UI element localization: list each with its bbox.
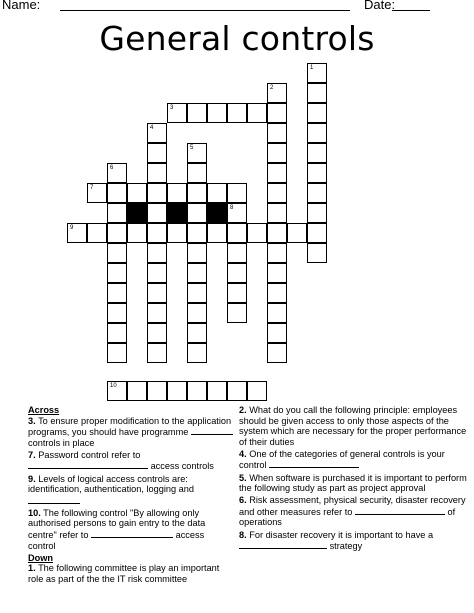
grid-cell[interactable] [307, 223, 327, 243]
grid-cell[interactable] [267, 183, 287, 203]
clue-number: 8 [230, 205, 234, 211]
grid-cell[interactable] [227, 381, 247, 401]
grid-cell[interactable] [107, 283, 127, 303]
grid-cell[interactable] [147, 303, 167, 323]
grid-cell[interactable] [267, 243, 287, 263]
grid-cell[interactable] [247, 381, 267, 401]
black-cell [127, 203, 147, 223]
grid-cell[interactable] [147, 123, 167, 143]
grid-cell[interactable] [207, 381, 227, 401]
grid-cell[interactable] [227, 103, 247, 123]
grid-cell[interactable] [207, 103, 227, 123]
clue-down-1: 1. The following committee is play an important role as part of the the IT risk committee [28, 563, 220, 584]
grid-cell[interactable] [287, 223, 307, 243]
grid-cell[interactable] [107, 203, 127, 223]
grid-cell[interactable] [187, 263, 207, 283]
grid-cell[interactable] [187, 381, 207, 401]
grid-cell[interactable] [107, 243, 127, 263]
grid-cell[interactable] [107, 223, 127, 243]
grid-cell[interactable] [187, 183, 207, 203]
grid-cell[interactable] [187, 223, 207, 243]
grid-cell[interactable] [147, 263, 167, 283]
grid-cell[interactable] [267, 263, 287, 283]
grid-cell[interactable] [147, 183, 167, 203]
clue-across-9: 9. Levels of logical access controls are: identification, authentication, logging and [28, 474, 233, 507]
grid-cell[interactable] [227, 263, 247, 283]
grid-cell[interactable] [147, 143, 167, 163]
grid-cell[interactable] [307, 123, 327, 143]
grid-cell[interactable] [267, 323, 287, 343]
grid-cell[interactable] [227, 243, 247, 263]
grid-cell[interactable] [267, 123, 287, 143]
clue-number: 3 [170, 105, 174, 111]
clues-right-column [239, 405, 467, 553]
grid-cell[interactable] [227, 283, 247, 303]
grid-cell[interactable] [227, 223, 247, 243]
grid-cell[interactable] [187, 143, 207, 163]
grid-cell[interactable] [187, 323, 207, 343]
grid-cell[interactable] [127, 223, 147, 243]
clues-left-column [28, 405, 233, 586]
grid-cell[interactable] [267, 223, 287, 243]
grid-cell[interactable] [187, 303, 207, 323]
grid-cell[interactable] [147, 163, 167, 183]
grid-cell[interactable] [147, 343, 167, 363]
grid-cell[interactable] [187, 103, 207, 123]
grid-cell[interactable] [247, 223, 267, 243]
grid-cell[interactable] [147, 243, 167, 263]
clue-number: 5 [190, 145, 194, 151]
grid-cell[interactable] [167, 183, 187, 203]
grid-cell[interactable] [207, 183, 227, 203]
grid-cell[interactable] [227, 183, 247, 203]
grid-cell[interactable] [187, 163, 207, 183]
clue-number: 2 [270, 85, 274, 91]
grid-cell[interactable] [307, 143, 327, 163]
clue-down-2: 2. What do you call the following principle: employees should be given access to only those aspects of the system which are necessary for the proper performance of their duties [239, 405, 467, 447]
grid-cell[interactable] [267, 343, 287, 363]
grid-cell[interactable] [187, 343, 207, 363]
clue-number: 9 [70, 225, 74, 231]
grid-cell[interactable] [147, 203, 167, 223]
grid-cell[interactable] [107, 263, 127, 283]
clue-number: 10 [110, 383, 117, 389]
date-label: Date: [364, 0, 396, 12]
grid-cell[interactable] [267, 163, 287, 183]
grid-cell[interactable] [267, 283, 287, 303]
clue-down-4: 4. One of the categories of general controls is your control [239, 448, 445, 471]
clue-across-10: 10. The following control "By allowing only authorised persons to gain entry to the data centre" refer to access control [28, 507, 206, 551]
grid-cell[interactable] [307, 163, 327, 183]
grid-cell[interactable] [107, 381, 127, 401]
grid-cell[interactable] [267, 303, 287, 323]
grid-cell[interactable] [107, 343, 127, 363]
grid-cell[interactable] [267, 103, 287, 123]
grid-cell[interactable] [147, 283, 167, 303]
grid-cell[interactable] [107, 163, 127, 183]
clue-number: 4 [150, 125, 154, 131]
grid-cell[interactable] [227, 303, 247, 323]
clue-number: 6 [110, 165, 114, 171]
black-cell [207, 203, 227, 223]
grid-cell[interactable] [187, 283, 207, 303]
grid-cell[interactable] [267, 143, 287, 163]
clue-across-3: 3. To ensure proper modification to the application programs, you should have programme controls in place [28, 415, 232, 448]
grid-cell[interactable] [267, 83, 287, 103]
grid-cell[interactable] [267, 203, 287, 223]
clue-across-7: 7. Password control refer to access controls [28, 449, 214, 472]
grid-cell[interactable] [187, 203, 207, 223]
down-heading: Down [28, 552, 54, 563]
grid-cell[interactable] [167, 223, 187, 243]
grid-cell[interactable] [127, 183, 147, 203]
puzzle-title: General controls [99, 19, 375, 58]
grid-cell[interactable] [307, 243, 327, 263]
grid-cell[interactable] [247, 103, 267, 123]
clue-number: 7 [90, 185, 94, 191]
clue-number: 1 [310, 65, 314, 71]
grid-cell[interactable] [167, 381, 187, 401]
grid-cell[interactable] [87, 183, 107, 203]
grid-cell[interactable] [307, 63, 327, 83]
grid-cell[interactable] [107, 183, 127, 203]
black-cell [167, 203, 187, 223]
grid-cell[interactable] [307, 103, 327, 123]
grid-cell[interactable] [307, 83, 327, 103]
clue-down-8: 8. For disaster recovery it is important to have a strategy [239, 529, 434, 552]
grid-cell[interactable] [307, 203, 327, 223]
clue-down-6: 6. Risk assessment, physical security, disaster recovery and other measures refer to of operations [239, 495, 466, 528]
grid-cell[interactable] [207, 223, 227, 243]
grid-cell[interactable] [147, 323, 167, 343]
grid-cell[interactable] [167, 103, 187, 123]
name-label: Name: [2, 0, 41, 12]
grid-cell[interactable] [107, 323, 127, 343]
grid-cell[interactable] [107, 303, 127, 323]
grid-cell[interactable] [67, 223, 87, 243]
across-heading: Across [28, 405, 60, 415]
grid-cell[interactable] [307, 183, 327, 203]
grid-cell[interactable] [87, 223, 107, 243]
grid-cell[interactable] [227, 203, 247, 223]
grid-cell[interactable] [147, 381, 167, 401]
grid-cell[interactable] [127, 381, 147, 401]
grid-cell[interactable] [187, 243, 207, 263]
clue-down-5: 5. When software is purchased it is important to perform the following study as part as project approval [239, 472, 467, 494]
grid-cell[interactable] [147, 223, 167, 243]
